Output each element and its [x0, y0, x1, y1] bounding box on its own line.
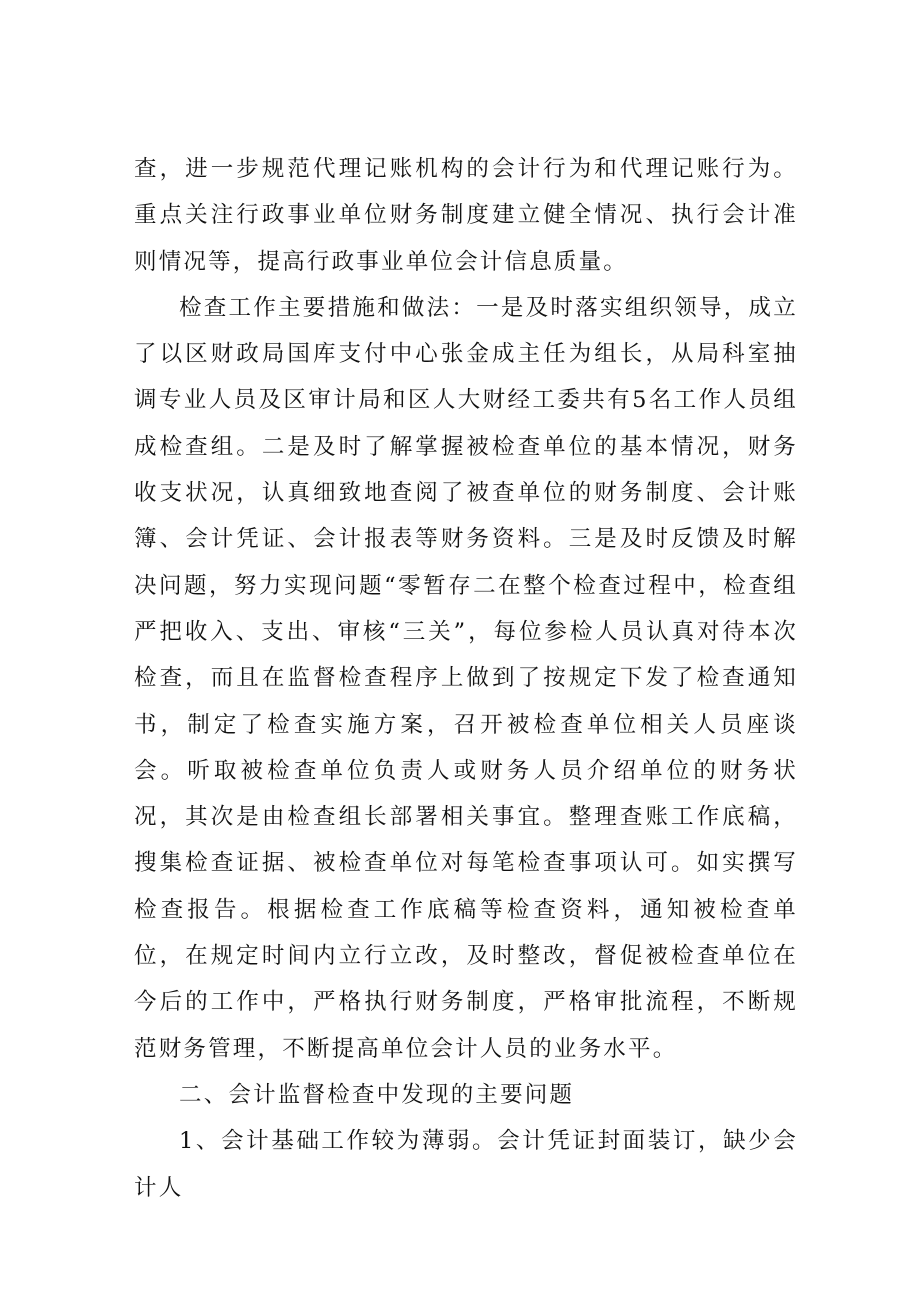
paragraph-inspection-measures: 检查工作主要措施和做法：一是及时落实组织领导，成立了以区财政局国库支付中心张金成主任为组长，从局科室抽调专业人员及区审计局和区人大财经工委共有5名工作人员组成检查组。二是及时了解掌握被检查单位的基本情况，财务收支状况，认真细致地查阅了被查单位的财务制度、会计账簿、会计凭证、会计报表等财务资料。三是及时反馈及时解决问题，努力实现问题“零暂存二在整个检查过程中，检查组严把收入、支出、审核“三关”，每位参检人员认真对待本次检查，而且在监督检查程序上做到了按规定下发了检查通知书，制定了检查实施方案，召开被检查单位相关人员座谈会。听取被检查单位负责人或财务人员介绍单位的财务状况，其次是由检查组长部署相关事宜。整理查账工作底稿，搜集检查证据、被检查单位对每笔检查事项认可。如实撰写检查报告。根据检查工作底稿等检查资料，通知被检查单位，在规定时间内立行立改，及时整改，督促被检查单位在今后的工作中，严格执行财务制度，严格审批流程，不断规范财务管理，不断提高单位会计人员的业务水平。	[134, 294, 798, 1062]
paragraph-continuation: 查，进一步规范代理记账机构的会计行为和代理记账行为。重点关注行政事业单位财务制度建立健全情况、执行会计准则情况等，提高行政事业单位会计信息质量。	[134, 156, 798, 275]
document-body	[134, 146, 798, 1211]
list-item-1: 1、会计基础工作较为薄弱。会计凭证封面装订，缺少会计人	[134, 1128, 798, 1201]
section-heading: 二、会计监督检查中发现的主要问题	[179, 1081, 575, 1108]
